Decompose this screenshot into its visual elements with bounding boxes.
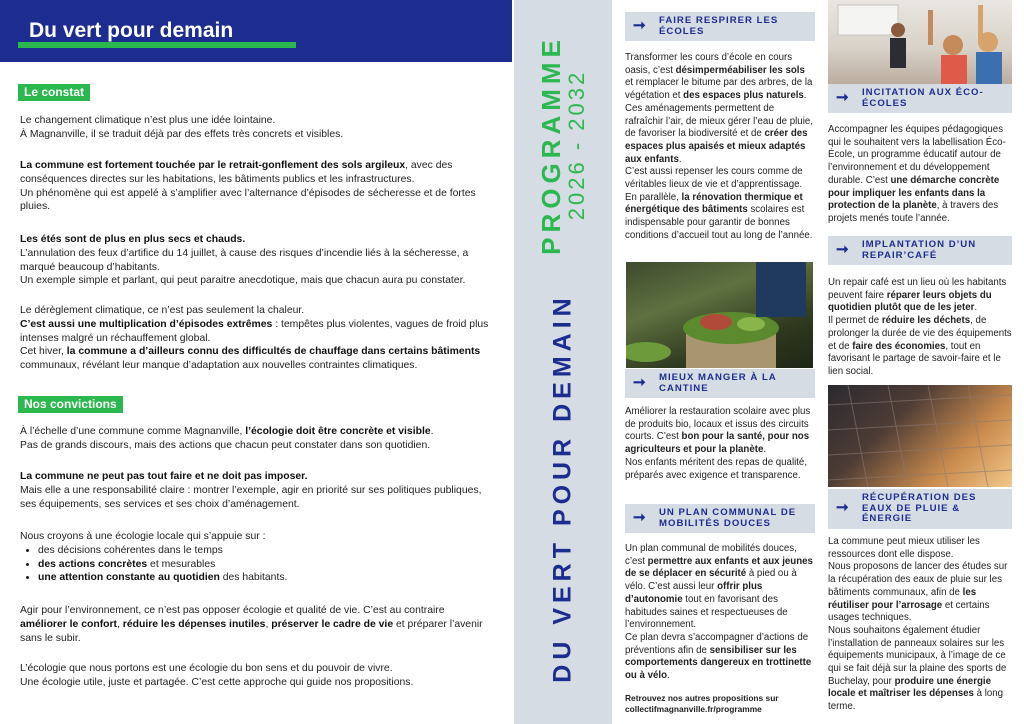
emphasis: faire des économies: [852, 340, 946, 352]
text: , tout en favorisant le partage de savoir-faire et le lien social.: [828, 340, 1001, 377]
text: .: [667, 670, 670, 682]
text-line: Mais elle a une responsabilité claire : montrer l’exemple, agir en priorité sur ses politiques publiques, ses équipements, ses services et ses choix d’aménagement.: [20, 484, 482, 510]
mobilite-text: [625, 543, 813, 683]
text: , de prolonger la durée de vie des équipements et de: [828, 315, 1012, 352]
emphasis: les réutiliser pour l’arrosage: [828, 586, 977, 611]
text: et remplacer le bitume par des arbres, de la végétation et: [625, 77, 813, 102]
teacher: [890, 38, 906, 68]
emphasis: C’est aussi une multiplication d’épisodes extrêmes: [20, 318, 273, 330]
section-label-convictions: Nos convictions: [18, 396, 123, 413]
text: Un repair café est un lieu où les habitants peuvent faire: [828, 277, 1007, 301]
text: à long terme.: [828, 688, 1004, 713]
pupil: [976, 52, 1002, 88]
text: scolaires est indispensable pour garantir de bonnes conditions d’accueil tout au long de l’année.: [625, 204, 813, 241]
classroom-photo: [828, 0, 1012, 88]
eaux-de-pluie-text: [828, 536, 1012, 714]
gardener: [756, 262, 806, 317]
eco-ecoles-text: [828, 124, 1012, 226]
heading-repair-cafe: [828, 236, 1012, 265]
emphasis: une démarche concrète pour impliquer les enfants dans la protection de la planète: [828, 174, 1000, 212]
list-item: [38, 558, 490, 572]
heading-mobilite: [625, 504, 815, 533]
text: et mesurables: [147, 558, 216, 570]
text-line: Pas de grands discours, mais des actions que chacun peut constater dans son quotidien.: [20, 439, 431, 451]
text: Agir pour l’environnement, ce n’est pas opposer écologie et qualité de vie. C’est au contraire: [20, 605, 445, 616]
text: .: [430, 426, 434, 437]
emphasis: La commune est fortement touchée par le retrait-gonflement des sols argileux: [20, 160, 406, 171]
text: Accompagner les équipes pédagogiques qui le souhaitent vers la labellisation Éco-École, un programme éducatif autour de l’environnement et du développement durable. C’est: [828, 124, 1006, 186]
emphasis: la rénovation thermique et énergétique des bâtiments: [625, 191, 803, 216]
raised-hand: [928, 10, 933, 45]
vegetables-illustration: [626, 262, 813, 368]
cantine-text: [625, 406, 813, 482]
text: Ces aménagements permettent de rafraîchir l’air, de mieux gérer l’eau de pluie, de favoriser la biodiversité et de: [625, 102, 813, 140]
arrow-right-icon: ➞: [633, 16, 646, 34]
text: .: [803, 90, 807, 102]
heading-text: IMPLANTATION D’UN REPAIR’CAFÉ: [862, 239, 977, 261]
ecoles-text: [625, 52, 813, 243]
vegetables-photo: [626, 262, 813, 368]
section-label-constat: Le constat: [18, 84, 90, 101]
text: communaux, révélant leur manque d’adaptation aux nouvelles contraintes climatiques.: [20, 360, 418, 372]
list-item: [38, 571, 490, 585]
heading-text: RÉCUPÉRATION DES EAUX DE PLUIE & ÉNERGIE: [862, 492, 977, 524]
solar-panel-illustration: [828, 385, 1012, 487]
slogan: DU VERT POUR DEMAIN: [548, 293, 577, 683]
text-line: À Magnanville, il se traduit déjà par des effets très concrets et visibles.: [20, 128, 344, 140]
programme-title: [537, 35, 589, 255]
arrow-right-icon: ➞: [633, 508, 646, 526]
convictions-list: [20, 544, 490, 585]
heading-ecoles: [625, 12, 815, 41]
text: des habitants.: [219, 572, 288, 584]
text: , à travers des projets menés toute l’année.: [828, 200, 999, 224]
convictions-paragraph-1: [20, 425, 490, 453]
emphasis: améliorer le confort: [20, 618, 118, 630]
emphasis: des espaces plus naturels: [683, 90, 804, 102]
list-item: [38, 544, 490, 558]
convictions-paragraph-3: [20, 530, 490, 585]
teacher-head: [891, 23, 905, 37]
emphasis: la commune a d’ailleurs connu des difficultés de chauffage dans certains bâtiments: [66, 346, 481, 358]
text: à pied ou à vélo. C’est aussi leur: [625, 568, 797, 593]
constat-paragraph-3: [20, 233, 490, 288]
text: Il permet de: [828, 315, 882, 327]
radishes: [700, 314, 732, 330]
repair-cafe-text: [828, 277, 1012, 379]
text: et préparer l’avenir sans le subir.: [20, 618, 483, 644]
heading-eco-ecoles: [828, 84, 1012, 113]
arrow-right-icon: ➞: [836, 240, 849, 258]
emphasis: préserver le cadre de vie: [271, 618, 394, 630]
constat-paragraph-1: [20, 114, 490, 142]
text-line: Nous croyons à une écologie locale qui s’appuie sur :: [20, 531, 266, 542]
convictions-paragraph-2: [20, 470, 490, 511]
heading-text: FAIRE RESPIRER LES ÉCOLES: [659, 15, 779, 37]
arrow-right-icon: ➞: [836, 498, 849, 516]
emphasis: des actions concrètes: [38, 558, 148, 570]
lettuce: [737, 317, 765, 331]
emphasis: permettre aux enfants et aux jeunes de se déplacer en sécurité: [625, 555, 813, 580]
emphasis: sensibiliser sur les comportements dangereux en trottinette ou à vélo: [625, 644, 812, 682]
programme-label: PROGRAMME: [536, 35, 566, 255]
text: Ce plan devra s’accompagner d’actions de préventions afin de: [625, 631, 809, 656]
text: En parallèle,: [625, 191, 682, 203]
heading-cantine: [625, 369, 815, 398]
text-line: Un phénomène qui est appelé à s’amplifier avec l’alternance d’épisodes de sécheresse et de fortes pluies.: [20, 187, 476, 213]
heading-text: INCITATION AUX ÉCO-ÉCOLES: [862, 87, 984, 109]
constat-paragraph-2: [20, 159, 490, 214]
plant: [626, 342, 671, 362]
text: .: [763, 444, 767, 456]
text: , avec des conséquences directes sur les habitations, les bâtiments publics et les infrastructures.: [20, 160, 453, 185]
text: Nous souhaitons également étudier l’installation de panneaux solaires sur les équipements municipaux, à l’image de ce qui se fait déjà sur la plaine des sports de Buchelay, pour: [828, 624, 1007, 687]
text-line: L’annulation des feux d’artifice du 14 juillet, à cause des risques d’incendie liés à la sécheresse, a marqué beaucoup d’habitants.: [20, 247, 469, 273]
programme-years: 2026 - 2032: [564, 69, 589, 221]
emphasis: réduire les dépenses inutiles: [122, 618, 266, 630]
footer-link[interactable]: Retrouvez nos autres propositions sur collectifmagnanville.fr/programme: [625, 693, 779, 714]
emphasis: désimperméabiliser les sols: [675, 64, 805, 76]
text: Cet hiver,: [20, 346, 67, 358]
text: et certains usages techniques.: [828, 599, 990, 624]
text-line: Une écologie utile, juste et partagée. C’est cette approche qui guide nos propositions.: [20, 676, 414, 688]
emphasis: l’écologie doit être concrète et visible: [245, 426, 431, 437]
solar-panel-photo: [828, 385, 1012, 487]
emphasis: bon pour la santé, pour nos agriculteurs et pour la planète: [625, 431, 810, 456]
arrow-right-icon: ➞: [836, 88, 849, 106]
text: tout en favorisant des habitudes saines et respectueuses de l’environnement.: [625, 593, 788, 631]
heading-eaux-de-pluie: [828, 489, 1012, 529]
text: .: [678, 153, 682, 165]
page-title: Du vert pour demain: [18, 18, 296, 48]
text-line: C’est aussi repenser les cours comme de véritables lieux de vie et d’apprentissage.: [625, 166, 803, 191]
text-line: La commune peut mieux utiliser les ressources dont elle dispose.: [828, 536, 980, 560]
emphasis: produire une énergie locale et maîtriser les dépenses: [828, 675, 991, 700]
text-line: Le dérèglement climatique, ce n’est pas seulement la chaleur.: [20, 305, 305, 316]
text: .: [974, 302, 978, 314]
text: ,: [117, 618, 123, 630]
text: Un plan communal de mobilités douces, c’est: [625, 543, 797, 567]
whiteboard: [838, 5, 898, 35]
constat-paragraph-4: [20, 304, 490, 373]
text-line: Nos enfants méritent des repas de qualité, préparés avec exigence et transparence.: [625, 456, 808, 481]
text: ,: [265, 618, 272, 630]
classroom-illustration: [828, 0, 1012, 88]
heading-text: UN PLAN COMMUNAL DE MOBILITÉS DOUCES: [659, 507, 797, 529]
arrow-right-icon: ➞: [633, 373, 646, 391]
raised-hand: [978, 5, 983, 43]
convictions-paragraph-4: [20, 604, 490, 645]
text: des décisions cohérentes dans le temps: [38, 544, 223, 556]
text-line: Un exemple simple et parlant, qui peut paraitre anecdotique, mais que chacun aura pu constater.: [20, 275, 466, 287]
emphasis: Les étés sont de plus en plus secs et chauds.: [20, 234, 246, 245]
emphasis: créer des espaces plus apaisés et mieux adaptés aux enfants: [625, 128, 808, 165]
text-line: L’écologie que nous portons est une écologie du bon sens et du pouvoir de vivre.: [20, 663, 393, 674]
pupil-head: [943, 35, 963, 55]
emphasis: réparer leurs objets du quotidien plutôt que de les jeter: [828, 289, 992, 314]
heading-text: MIEUX MANGER À LA CANTINE: [659, 372, 777, 394]
emphasis: La commune ne peut pas tout faire et ne doit pas imposer.: [20, 471, 308, 482]
convictions-paragraph-5: [20, 662, 490, 690]
emphasis: une attention constante au quotidien: [38, 572, 220, 584]
emphasis: offrir plus d’autonomie: [625, 581, 763, 605]
text-line: Le changement climatique n’est plus une idée lointaine.: [20, 115, 276, 126]
text: Nous proposons de lancer des études sur la récupération des eaux de pluie sur les bâtiments communaux, afin de: [828, 561, 1008, 598]
text: Transformer les cours d’école en cours oasis, c’est: [625, 52, 793, 76]
text: Améliorer la restauration scolaire avec plus de produits bio, locaux et issus des circuits courts. C’est: [625, 406, 811, 443]
text: À l’échelle d’une commune comme Magnanville,: [20, 426, 246, 437]
text: : tempêtes plus violentes, vagues de froid plus intenses malgré un réchauffement global.: [20, 318, 489, 344]
emphasis: réduire les déchets: [881, 315, 971, 327]
